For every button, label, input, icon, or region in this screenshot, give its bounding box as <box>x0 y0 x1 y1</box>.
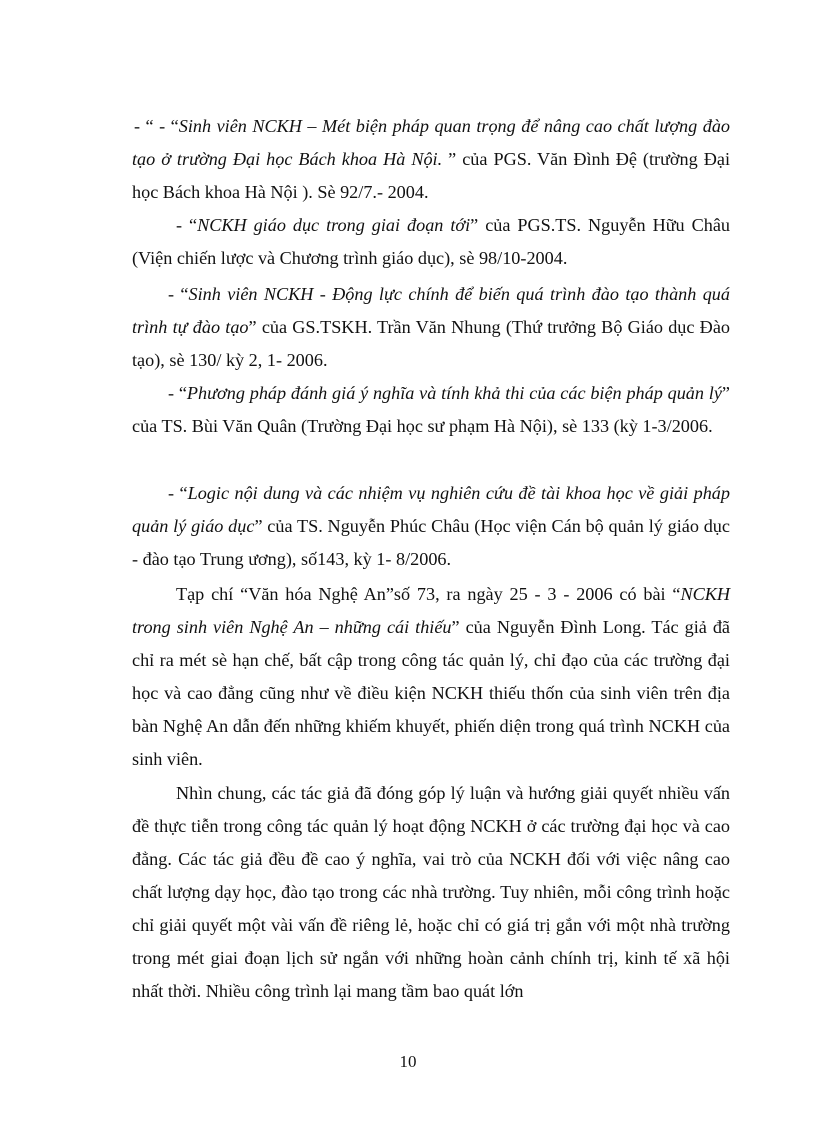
journal-intro: Tạp chí “Văn hóa Nghệ An”số 73, ra ngày 25 - 3 - 2006 có bài “ <box>176 584 681 604</box>
reference-details: ” của TS. Bùi Văn Quân (Trường Đại học sư phạm Hà Nội), sè 133 (kỳ 1-3/2006. <box>132 383 730 436</box>
article-title: NCKH trong sinh viên Nghệ An – những cái thiếu <box>132 584 730 637</box>
reference-prefix: - “ <box>176 215 198 235</box>
summary-paragraph: Nhìn chung, các tác giả đã đóng góp lý luận và hướng giải quyết nhiều vấn đề thực tiễn trong công tác quản lý hoạt động NCKH ở các trường đại học và cao đẳng. Các tác giả đều đề cao ý nghĩa, vai trò của NCKH đối với việc nâng cao chất lượng dạy học, đào tạo trong các nhà trường. Tuy nhiên, mỗi công trình hoặc chỉ giải quyết một vài vấn đề riêng lẻ, hoặc chỉ có giá trị gắn với một nhà trường trong mét giai đoạn lịch sử ngắn với những hoàn cảnh chính trị, kinh tế xã hội nhất thời. Nhiều công trình lại mang tầm bao quát lớn <box>132 783 730 1001</box>
reference-prefix: - “ <box>168 383 187 403</box>
reference-item <box>132 377 730 443</box>
reference-item <box>132 110 730 209</box>
reference-details: ” của PGS. Văn Đình Đệ (trường Đại học Bách khoa Hà Nội ). Sè 92/7.- 2004. <box>132 149 730 202</box>
reference-details: ” của PGS.TS. Nguyễn Hữu Châu (Viện chiến lược và Chương trình giáo dục), sè 98/10-2004. <box>132 215 730 268</box>
reference-prefix: - “ <box>168 284 189 304</box>
reference-title: Sinh viên NCKH – Mét biện pháp quan trọng để nâng cao chất lượng đào tạo ở trường Đại học Bách khoa Hà Nội. <box>132 116 731 169</box>
reference-item <box>132 278 730 377</box>
journal-paragraph <box>132 578 730 776</box>
reference-prefix: - “ - “ <box>134 116 179 136</box>
reference-title: Sinh viên NCKH - Động lực chính để biến quá trình đào tạo thành quá trình tự đào tạo <box>132 284 730 337</box>
reference-item <box>132 209 730 275</box>
reference-prefix: - “ <box>168 483 188 503</box>
reference-title: Phương pháp đánh giá ý nghĩa và tính khả thi của các biện pháp quản lý <box>186 383 722 403</box>
page-number: 10 <box>399 1052 417 1071</box>
reference-title: Logic nội dung và các nhiệm vụ nghiên cứu đề tài khoa học về giải pháp quản lý giáo dục <box>132 483 730 536</box>
reference-title: NCKH giáo dục trong giai đoạn tới <box>197 215 471 235</box>
reference-details: ” của TS. Nguyễn Phúc Châu (Học viện Cán bộ quản lý giáo dục - đào tạo Trung ương), số143, kỳ 1- 8/2006. <box>132 516 730 569</box>
reference-details: ” của GS.TSKH. Trần Văn Nhung (Thứ trưởng Bộ Giáo dục Đào tạo), sè 130/ kỳ 2, 1- 2006. <box>132 317 730 370</box>
journal-details: ” của Nguyễn Đình Long. Tác giả đã chỉ ra mét sè hạn chế, bất cập trong công tác quản lý, chỉ đạo của các trường đại học và cao đẳng cũng như về điều kiện NCKH thiếu thốn của sinh viên trên địa bàn Nghệ An dẫn đến những khiếm khuyết, phiến diện trong quá trình NCKH của sinh viên. <box>132 617 730 769</box>
reference-item <box>132 477 730 576</box>
